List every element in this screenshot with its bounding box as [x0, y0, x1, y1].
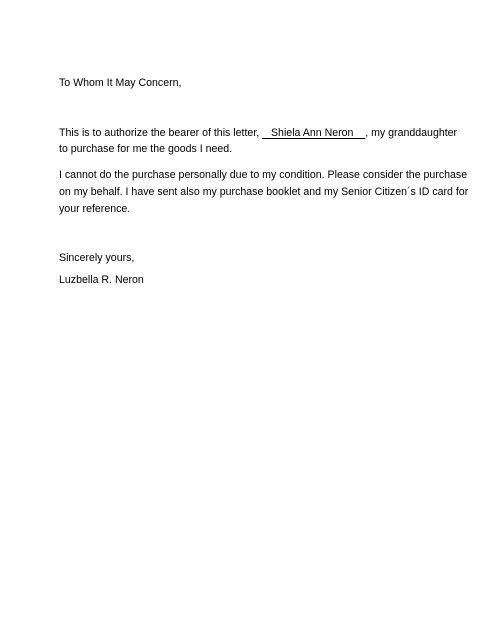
paragraph-2-line-3: your reference.: [59, 203, 131, 215]
signature-name: Luzbella R. Neron: [59, 274, 144, 286]
paragraph-1-text-after: , my granddaughter: [365, 127, 458, 139]
closing: Sincerely yours,: [59, 252, 135, 264]
paragraph-1-text-before: This is to authorize the bearer of this letter,: [59, 127, 263, 139]
paragraph-1-line-1: [59, 126, 457, 140]
bearer-name-blank: Shiela Ann Neron: [262, 127, 366, 139]
paragraph-1-line-2: to purchase for me the goods I need.: [59, 143, 233, 155]
paragraph-2-line-2: on my behalf. I have sent also my purchase booklet and my Senior Citizen´s ID card for: [59, 186, 469, 198]
paragraph-2-line-1: I cannot do the purchase personally due to my condition. Please consider the purchase: [59, 169, 468, 181]
salutation: To Whom It May Concern,: [59, 77, 182, 89]
